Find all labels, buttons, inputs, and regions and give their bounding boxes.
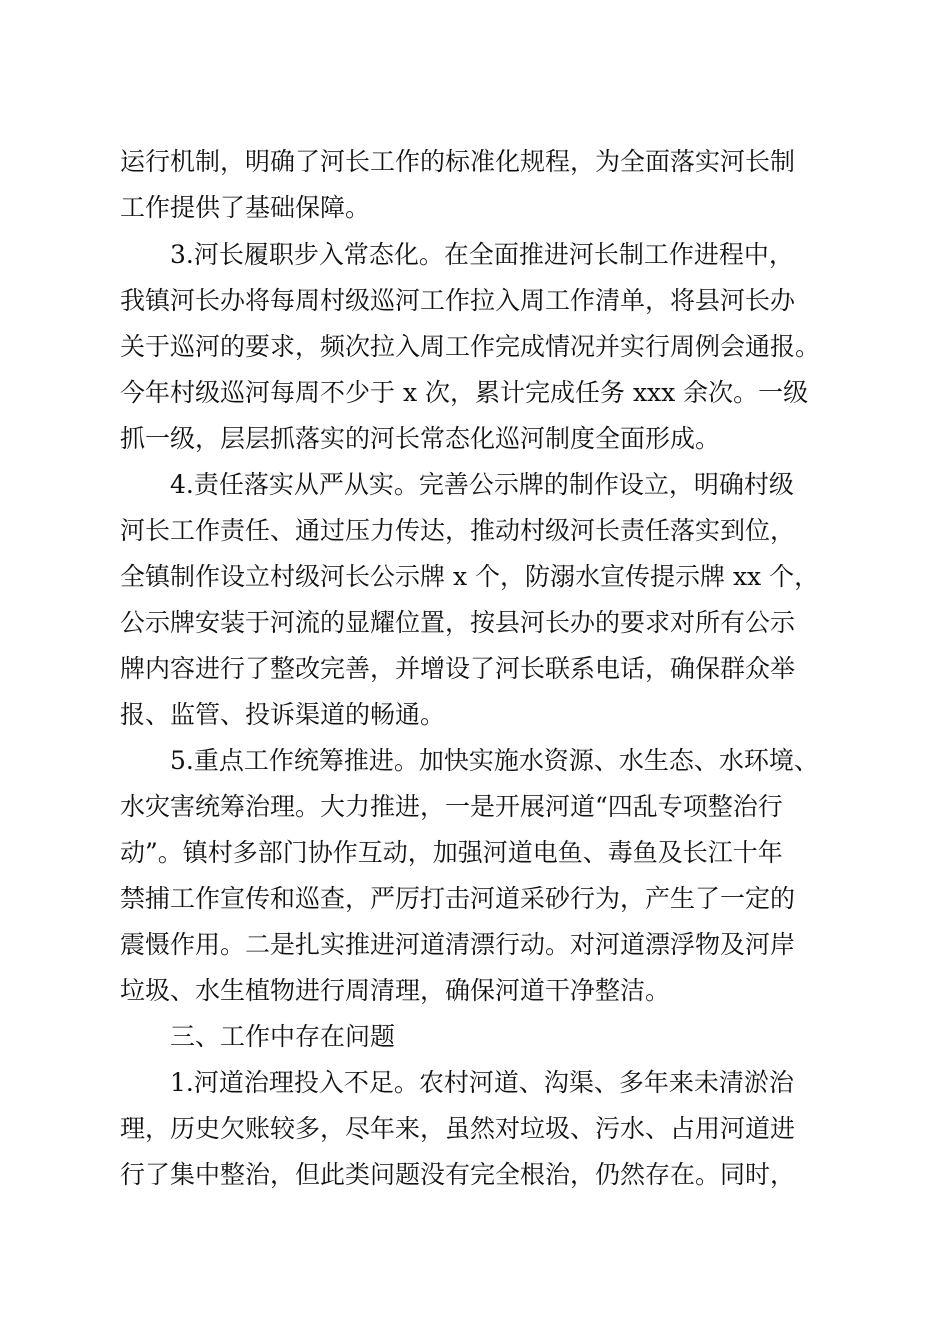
body-line: 我镇河长办将每周村级巡河工作拉入周工作清单，将县河长办: [120, 286, 796, 315]
problem-1-first-line: 1.河道治理投入不足。农村河道、沟渠、多年来未清淤治: [170, 1068, 794, 1097]
body-line: 动”。镇村多部门协作互动，加强河道电鱼、毒鱼及长江十年: [120, 838, 783, 867]
paragraph-4-first-line: 4.责任落实从严从实。完善公示牌的制作设立，明确村级: [170, 470, 794, 499]
body-line: 理，历史欠账较多，尽年来，虽然对垃圾、污水、占用河道进: [120, 1114, 796, 1143]
body-line: 牌内容进行了整改完善，并增设了河长联系电话，确保群众举: [120, 654, 796, 683]
body-line: 运行机制，明确了河长工作的标准化规程，为全面落实河长制: [120, 147, 796, 176]
body-line: 今年村级巡河每周不少于 x 次，累计完成任务 xxx 余次。一级: [120, 378, 809, 407]
body-line: 震慑作用。二是扎实推进河道清漂行动。对河道漂浮物及河岸: [120, 930, 796, 959]
body-line: 垃圾、水生植物进行周清理，确保河道干净整洁。: [120, 976, 671, 1005]
paragraph-5-first-line: 5.重点工作统筹推进。加快实施水资源、水生态、水环境、: [170, 746, 819, 775]
body-line: 河长工作责任、通过压力传达，推动村级河长责任落实到位，: [120, 516, 796, 545]
body-line: 行了集中整治，但此类问题没有完全根治，仍然存在。同时，: [120, 1160, 796, 1189]
body-line: 报、监管、投诉渠道的畅通。: [120, 700, 446, 729]
body-line: 抓一级，层层抓落实的河长常态化巡河制度全面形成。: [120, 424, 721, 453]
body-line: 禁捕工作宣传和巡查，严厉打击河道采砂行为，产生了一定的: [120, 884, 796, 913]
paragraph-3-first-line: 3.河长履职步入常态化。在全面推进河长制工作进程中，: [170, 240, 794, 269]
body-line: 水灾害统筹治理。大力推进，一是开展河道“四乱专项整治行: [120, 792, 783, 821]
body-line: 全镇制作设立村级河长公示牌 x 个，防溺水宣传提示牌 xx 个，: [120, 562, 820, 591]
body-line: 公示牌安装于河流的显耀位置，按县河长办的要求对所有公示: [120, 608, 796, 637]
body-line: 关于巡河的要求，频次拉入周工作完成情况并实行周例会通报。: [120, 332, 821, 361]
body-line: 工作提供了基础保障。: [120, 193, 371, 222]
section-heading: 三、工作中存在问题: [170, 1022, 396, 1051]
